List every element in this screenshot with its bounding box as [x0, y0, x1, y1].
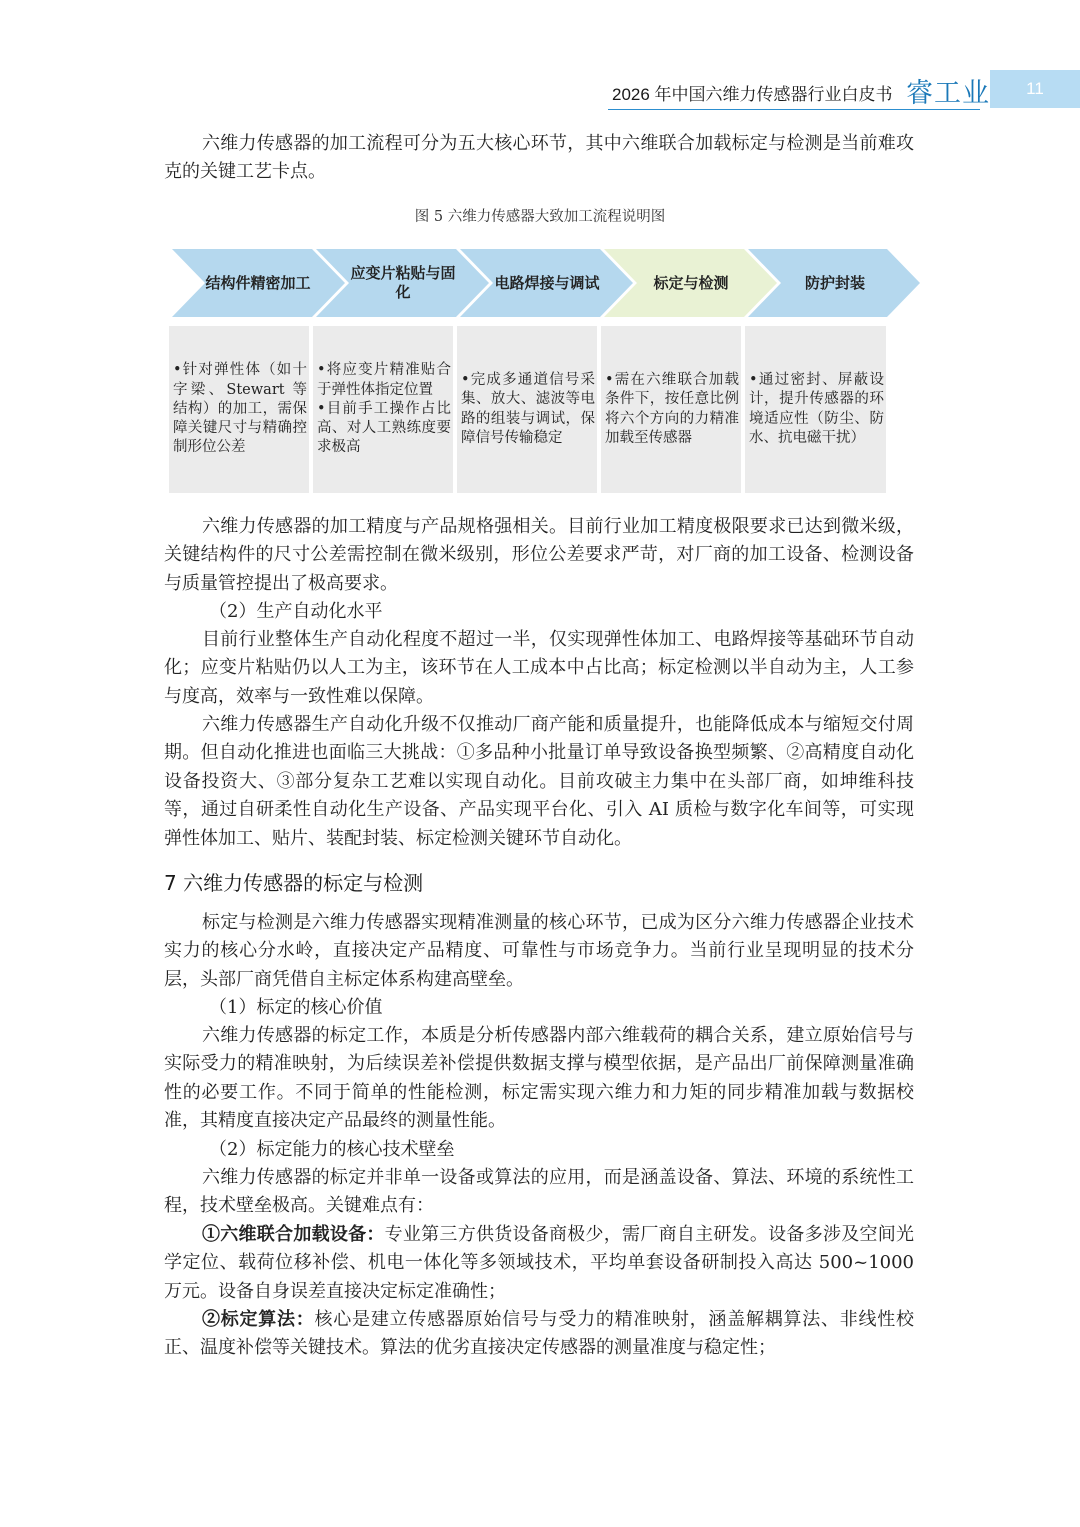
flow-step-4-desc: •需在六维联合加载条件下，按任意比例将六个方向的力精准加载至传感器: [605, 371, 739, 446]
paragraph-automation-level: 目前行业整体生产自动化程度不超过一半，仅实现弹性体加工、电路焊接等基础环节自动化；应变片粘贴仍以人工为主，该环节在人工成本中占比高；标定检测以半自动为主，人工参与度高，效率与一致性难以保障。: [164, 629, 914, 707]
flow-step-5-label: 防护封装: [804, 273, 865, 292]
flow-step-2-desc: •将应变片精准贴合于弹性体指定位置 •目前手工操作占比高、对人工熟练度要求极高: [317, 362, 451, 456]
paragraph-calibration-intro: 标定与检测是六维力传感器实现精准测量的核心环节，已成为区分六维力传感器企业技术实力的核心分水岭，直接决定产品精度、可靠性与市场竞争力。当前行业呈现明显的技术分层，头部厂商凭借自主标定体系构建高壁垒。: [164, 912, 914, 990]
figure-caption: 图 5 六维力传感器大致加工流程说明图: [414, 209, 666, 225]
paragraph-core-value: 六维力传感器的标定工作，本质是分析传感器内部六维载荷的耦合关系，建立原始信号与实际受力的精准映射，为后续误差补偿提供数据支撑与模型依据，是产品出厂前保障测量准确性的必要工作。不同于简单的性能检测，标定需实现六维力和力矩的同步精准加载与数据校准，其精度直接决定产品最终的测量性能。: [164, 1025, 914, 1132]
brand-logo: 睿工业: [906, 78, 990, 109]
paragraph-barriers: 六维力传感器的标定并非单一设备或算法的应用，而是涵盖设备、算法、环境的系统性工程，技术壁垒极高。关键难点有：: [164, 1167, 914, 1217]
paragraph-precision: 六维力传感器的加工精度与产品规格强相关。目前行业加工精度极限要求已达到微米级，关键结构件的尺寸公差需控制在微米级别，形位公差要求严苛，对厂商的加工设备、检测设备与质量管控提出了极高要求。: [164, 516, 914, 594]
flow-step-1-label: 结构件精密加工: [205, 273, 311, 292]
flow-step-2-label: 应变片粘贴与固化: [350, 264, 456, 301]
list-item-1-lead: ①六维联合加载设备：: [202, 1224, 385, 1245]
flow-step-3-desc-box: [457, 326, 597, 493]
flow-step-4-desc-box: [601, 326, 741, 493]
intro-paragraph: 六维力传感器的加工流程可分为五大核心环节，其中六维联合加载标定与检测是当前难攻克的关键工艺卡点。: [164, 133, 914, 183]
subheading-automation: （2）生产自动化水平: [209, 601, 383, 622]
subheading-barriers: （2）标定能力的核心技术壁垒: [209, 1139, 455, 1160]
process-flow: [172, 249, 920, 317]
paragraph-automation-upgrade: 六维力传感器生产自动化升级不仅推动厂商产能和质量提升，也能降低成本与缩短交付周期。但自动化推进也面临三大挑战：①多品种小批量订单导致设备换型频繁、②高精度自动化设备投资大、③部分复杂工艺难以实现自动化。目前攻破主力集中在头部厂商，如坤维科技等，通过自研柔性自动化生产设备、产品实现平台化、引入 AI 质检与数字化车间等，可实现弹性体加工、贴片、装配封装、标定检测关键环节自动化。: [164, 714, 914, 849]
flow-step-1-desc-box: [169, 326, 309, 493]
flow-step-5-desc-box: [745, 326, 886, 493]
flow-step-2-desc-box: [313, 326, 453, 493]
flow-step-4-label: 标定与检测: [653, 273, 729, 292]
list-item-1-text: 专业第三方供货设备商极少，需厂商自主研发。设备多涉及空间光学定位、载荷位移补偿、机电一体化等多领域技术，平均单套设备研制投入高达 500~1000 万元。设备自身误差直接决定标定准确性；: [164, 1224, 915, 1302]
subheading-core-value: （1）标定的核心价值: [209, 997, 383, 1018]
header-rule: [608, 109, 980, 110]
flow-step-3-label: 电路焊接与调试: [494, 273, 600, 292]
page-number: 11: [990, 70, 1080, 108]
header-title: 2026 年中国六维力传感器行业白皮书: [612, 85, 893, 104]
flow-step-1-desc: •针对弹性体（如十字梁、Stewart 等结构）的加工，需保障关键尺寸与精确控制形位公差: [173, 362, 307, 456]
flow-step-5-desc: •通过密封、屏蔽设计，提升传感器的环境适应性（防尘、防水、抗电磁干扰）: [749, 371, 884, 446]
list-item-2-text: 核心是建立传感器原始信号与受力的精准映射，涵盖解耦算法、非线性校正、温度补偿等关键技术。算法的优劣直接决定传感器的测量准度与稳定性；: [164, 1309, 915, 1359]
flow-step-3-desc: •完成多通道信号采集、放大、滤波等电路的组装与调试，保障信号传输稳定: [461, 371, 595, 446]
section-heading: 7 六维力传感器的标定与检测: [164, 871, 424, 895]
list-item-loading-equipment: [164, 1221, 914, 1306]
list-item-2-lead: ②标定算法：: [202, 1309, 315, 1330]
list-item-calibration-algorithm: [164, 1306, 914, 1363]
